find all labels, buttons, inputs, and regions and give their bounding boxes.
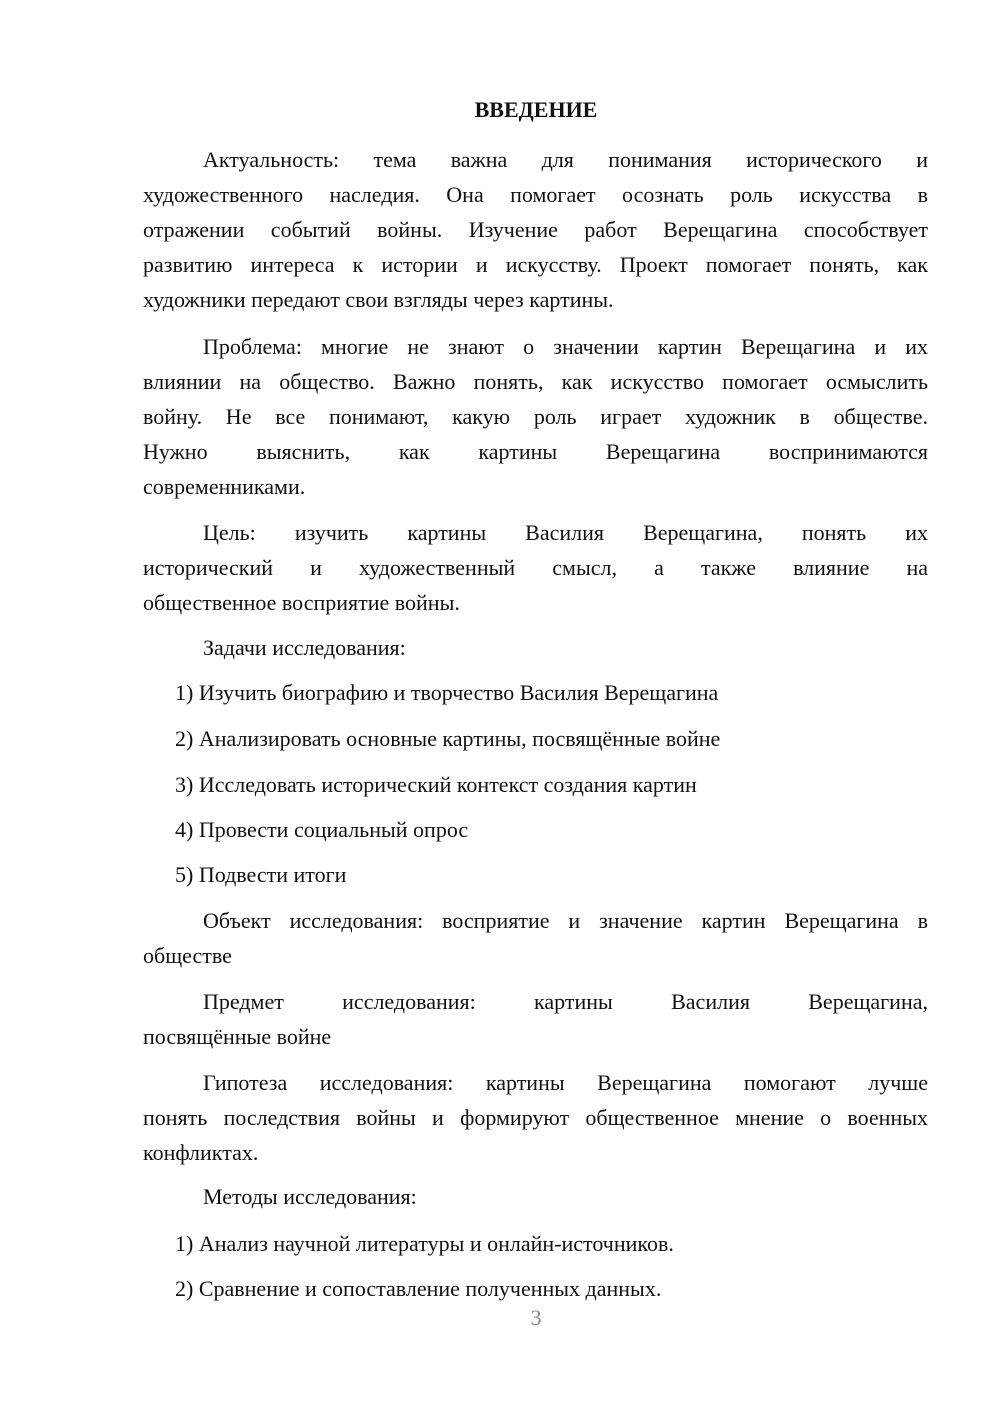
text-line: Актуальность: тема важна для понимания исторического и	[203, 147, 928, 172]
problem-paragraph	[143, 329, 928, 504]
text-line: Нужно выяснить, как картины Верещагина воспринимаются	[143, 439, 928, 464]
text-line: Предмет исследования: картины Василия Верещагина,	[203, 989, 928, 1014]
subject-paragraph	[143, 984, 928, 1054]
tasks-heading	[143, 630, 928, 665]
page-title: ВВЕДЕНИЕ	[474, 97, 598, 122]
list-item: 5) Подвести итоги	[175, 862, 347, 887]
page-number: 3	[530, 1305, 542, 1330]
relevance-paragraph	[143, 142, 928, 317]
list-item: 1) Анализ научной литературы и онлайн-источников.	[175, 1231, 674, 1256]
text-line: влиянии на общество. Важно понять, как искусство помогает осмыслить	[143, 369, 928, 394]
text-line: обществе	[143, 943, 232, 968]
object-paragraph	[143, 903, 928, 973]
text-line: художники передают свои взгляды через картины.	[143, 287, 614, 312]
methods-heading-text: Методы исследования:	[203, 1184, 417, 1209]
tasks-list	[143, 675, 928, 892]
text-line: конфликтах.	[143, 1140, 259, 1165]
text-line: современниками.	[143, 474, 306, 499]
list-item: 2) Сравнение и сопоставление полученных данных.	[175, 1276, 662, 1301]
hypothesis-paragraph	[143, 1065, 928, 1170]
text-line: развитию интереса к истории и искусству. Проект помогает понять, как	[143, 252, 928, 277]
list-item: 2) Анализировать основные картины, посвящённые войне	[175, 726, 721, 751]
text-line: художественного наследия. Она помогает осознать роль искусства в	[143, 182, 928, 207]
text-line: отражении событий войны. Изучение работ Верещагина способствует	[143, 217, 928, 242]
text-line: Объект исследования: восприятие и значение картин Верещагина в	[203, 908, 928, 933]
text-line: Гипотеза исследования: картины Верещагина помогают лучше	[203, 1070, 928, 1095]
methods-list	[143, 1226, 928, 1306]
text-line: посвящённые войне	[143, 1024, 332, 1049]
goal-paragraph	[143, 515, 928, 620]
text-line: общественное восприятие войны.	[143, 590, 460, 615]
list-item: 1) Изучить биографию и творчество Василия Верещагина	[175, 680, 719, 705]
text-line: понять последствия войны и формируют общественное мнение о военных	[143, 1105, 928, 1130]
list-item: 4) Провести социальный опрос	[175, 817, 469, 842]
methods-heading	[143, 1179, 928, 1214]
tasks-heading-text: Задачи исследования:	[203, 635, 406, 660]
text-line: исторический и художественный смысл, а также влияние на	[143, 555, 928, 580]
text-line: Цель: изучить картины Василия Верещагина, понять их	[203, 520, 928, 545]
text-line: Проблема: многие не знают о значении картин Верещагина и их	[203, 334, 928, 359]
text-line: войну. Не все понимают, какую роль играет художник в обществе.	[143, 404, 928, 429]
list-item: 3) Исследовать исторический контекст создания картин	[175, 772, 697, 797]
